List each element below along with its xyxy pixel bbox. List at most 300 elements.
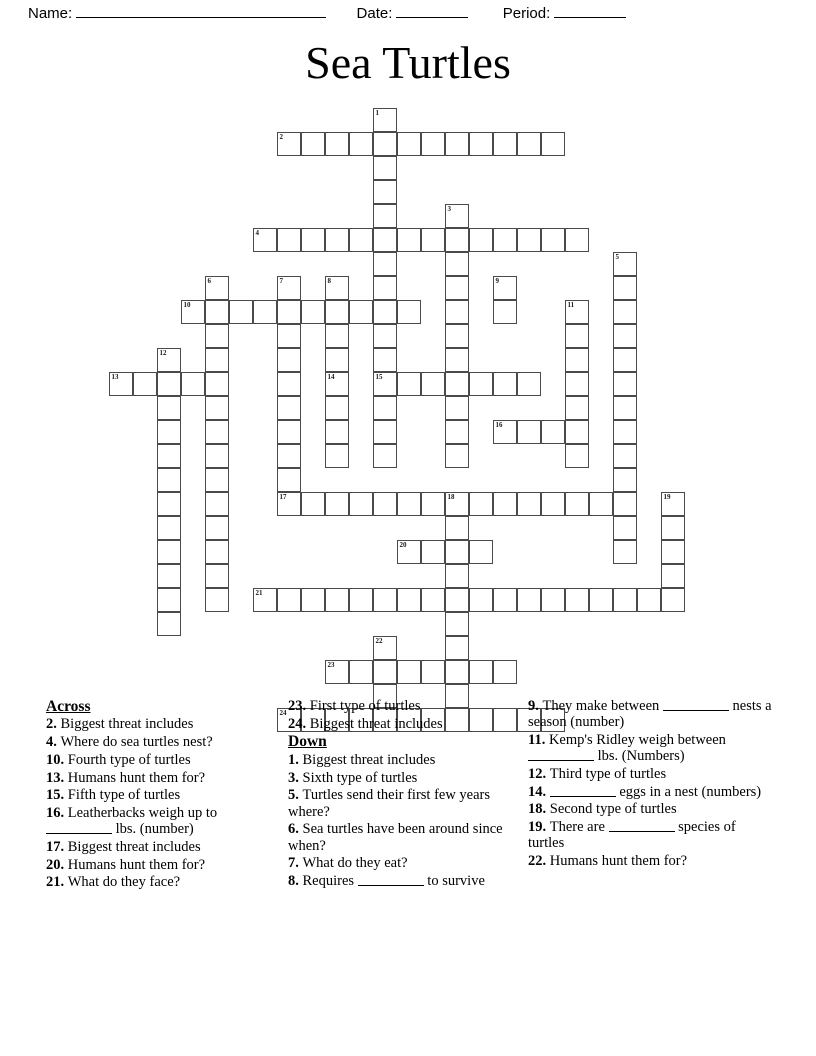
cell-number: 14 bbox=[327, 373, 335, 381]
answer-blank[interactable] bbox=[358, 873, 424, 886]
date-label: Date: bbox=[356, 5, 393, 22]
crossword-cell[interactable] bbox=[373, 348, 397, 372]
crossword-cell[interactable] bbox=[637, 588, 661, 612]
crossword-cell[interactable] bbox=[445, 636, 469, 660]
clue-text: eggs in a nest (numbers) bbox=[615, 783, 762, 800]
crossword-cell[interactable] bbox=[277, 396, 301, 420]
clue-number: 7. bbox=[288, 855, 303, 872]
clue-text: Turtles send their first few years where? bbox=[288, 787, 491, 820]
crossword-cell[interactable] bbox=[325, 324, 349, 348]
crossword-cell[interactable] bbox=[373, 636, 397, 660]
crossword-cell[interactable] bbox=[613, 276, 637, 300]
clues-area bbox=[0, 698, 816, 998]
crossword-cell[interactable] bbox=[565, 492, 589, 516]
crossword-cell[interactable] bbox=[613, 324, 637, 348]
answer-blank[interactable] bbox=[609, 819, 675, 832]
crossword-cell[interactable] bbox=[421, 540, 445, 564]
clue-down-19 bbox=[528, 819, 772, 851]
crossword-cell[interactable] bbox=[373, 276, 397, 300]
crossword-cell[interactable] bbox=[157, 348, 181, 372]
cell-number: 15 bbox=[375, 373, 383, 381]
clue-number: 8. bbox=[288, 872, 303, 889]
clue-text: First type of turtles bbox=[309, 698, 421, 714]
crossword-cell[interactable] bbox=[613, 444, 637, 468]
clue-column-1 bbox=[46, 698, 278, 892]
crossword-cell[interactable] bbox=[445, 204, 469, 228]
crossword-cell[interactable] bbox=[205, 516, 229, 540]
crossword-cell[interactable] bbox=[469, 372, 493, 396]
clue-number: 9. bbox=[528, 698, 543, 714]
crossword-cell[interactable] bbox=[229, 300, 253, 324]
crossword-cell[interactable] bbox=[613, 420, 637, 444]
clue-down-18 bbox=[528, 801, 772, 817]
crossword-cell[interactable] bbox=[205, 492, 229, 516]
clue-down-22 bbox=[528, 853, 772, 869]
crossword-cell[interactable] bbox=[445, 276, 469, 300]
crossword-cell[interactable] bbox=[661, 492, 685, 516]
clue-across-20 bbox=[46, 857, 278, 873]
crossword-cell[interactable] bbox=[373, 588, 397, 612]
crossword-cell[interactable] bbox=[157, 612, 181, 636]
crossword-cell[interactable] bbox=[373, 372, 397, 396]
crossword-cell[interactable] bbox=[469, 132, 493, 156]
crossword-cell[interactable] bbox=[445, 372, 469, 396]
clue-number: 15. bbox=[46, 787, 68, 804]
crossword-cell[interactable] bbox=[277, 588, 301, 612]
crossword-cell[interactable] bbox=[613, 516, 637, 540]
cell-number: 4 bbox=[255, 229, 259, 237]
cell-number: 1 bbox=[375, 109, 379, 117]
crossword-cell[interactable] bbox=[445, 348, 469, 372]
crossword-cell[interactable] bbox=[517, 420, 541, 444]
crossword-cell[interactable] bbox=[205, 468, 229, 492]
down-heading: Down bbox=[288, 733, 327, 751]
cell-number: 13 bbox=[111, 373, 119, 381]
answer-blank[interactable] bbox=[663, 698, 729, 711]
crossword-cell[interactable] bbox=[565, 396, 589, 420]
cell-number: 19 bbox=[663, 493, 671, 501]
clue-down-12 bbox=[528, 766, 772, 782]
answer-blank[interactable] bbox=[550, 784, 616, 797]
crossword-cell[interactable] bbox=[445, 252, 469, 276]
crossword-cell[interactable] bbox=[445, 540, 469, 564]
crossword-cell[interactable] bbox=[397, 372, 421, 396]
clue-number: 14. bbox=[528, 783, 550, 800]
clue-text: lbs. (Numbers) bbox=[594, 748, 685, 765]
clue-number: 16. bbox=[46, 805, 68, 822]
crossword-cell[interactable] bbox=[373, 156, 397, 180]
crossword-cell[interactable] bbox=[493, 372, 517, 396]
clue-number: 12. bbox=[528, 765, 550, 782]
clue-number: 5. bbox=[288, 787, 303, 804]
crossword-cell[interactable] bbox=[613, 492, 637, 516]
clue-number: 17. bbox=[46, 839, 68, 855]
crossword-cell[interactable] bbox=[397, 132, 421, 156]
crossword-cell[interactable] bbox=[325, 396, 349, 420]
crossword-cell[interactable] bbox=[157, 588, 181, 612]
crossword-cell[interactable] bbox=[421, 372, 445, 396]
cell-number: 5 bbox=[615, 253, 619, 261]
crossword-cell[interactable] bbox=[565, 420, 589, 444]
clue-across-24 bbox=[288, 716, 520, 732]
crossword-cell[interactable] bbox=[445, 300, 469, 324]
crossword-cell[interactable] bbox=[589, 492, 613, 516]
page-title: Sea Turtles bbox=[305, 37, 511, 88]
crossword-cell[interactable] bbox=[397, 588, 421, 612]
clue-text: nests a season (number) bbox=[528, 698, 772, 731]
crossword-cell[interactable] bbox=[613, 300, 637, 324]
clue-text: Sea turtles have been around since when? bbox=[288, 821, 503, 854]
cell-number: 24 bbox=[279, 709, 287, 717]
crossword-cell[interactable] bbox=[565, 348, 589, 372]
cell-number: 7 bbox=[279, 277, 283, 285]
crossword-cell[interactable] bbox=[517, 372, 541, 396]
crossword-cell[interactable] bbox=[373, 492, 397, 516]
crossword-cell[interactable] bbox=[493, 660, 517, 684]
crossword-cell[interactable] bbox=[109, 372, 133, 396]
crossword-cell[interactable] bbox=[205, 276, 229, 300]
clue-text: Third type of turtles bbox=[549, 765, 667, 782]
cell-number: 18 bbox=[447, 493, 455, 501]
crossword-cell[interactable] bbox=[661, 588, 685, 612]
clue-across-16 bbox=[46, 805, 278, 837]
crossword-cell[interactable] bbox=[373, 204, 397, 228]
clue-down-6 bbox=[288, 821, 520, 853]
crossword-cell[interactable] bbox=[157, 372, 181, 396]
crossword-cell[interactable] bbox=[613, 468, 637, 492]
crossword-cell[interactable] bbox=[397, 660, 421, 684]
cell-number: 3 bbox=[447, 205, 451, 213]
crossword-cell[interactable] bbox=[613, 372, 637, 396]
clue-text: Fifth type of turtles bbox=[67, 787, 181, 804]
crossword-cell[interactable] bbox=[589, 588, 613, 612]
crossword-cell[interactable] bbox=[205, 444, 229, 468]
crossword-cell[interactable] bbox=[277, 276, 301, 300]
crossword-cell[interactable] bbox=[445, 612, 469, 636]
crossword-cell[interactable] bbox=[325, 372, 349, 396]
crossword-cell[interactable] bbox=[445, 396, 469, 420]
crossword-cell[interactable] bbox=[541, 588, 565, 612]
clue-column-3 bbox=[528, 698, 772, 871]
crossword-cell[interactable] bbox=[325, 276, 349, 300]
clue-text: Second type of turtles bbox=[549, 801, 677, 818]
crossword-cell[interactable] bbox=[325, 492, 349, 516]
crossword-cell[interactable] bbox=[373, 228, 397, 252]
period-label: Period: bbox=[502, 5, 551, 22]
clue-number: 21. bbox=[46, 874, 68, 891]
crossword-cell[interactable] bbox=[157, 564, 181, 588]
crossword-cell[interactable] bbox=[421, 660, 445, 684]
crossword-cell[interactable] bbox=[469, 228, 493, 252]
crossword-cell[interactable] bbox=[277, 372, 301, 396]
crossword-cell[interactable] bbox=[493, 276, 517, 300]
cell-number: 21 bbox=[255, 589, 263, 597]
crossword-cell[interactable] bbox=[373, 420, 397, 444]
crossword-cell[interactable] bbox=[277, 300, 301, 324]
clue-text: Where do sea turtles nest? bbox=[60, 734, 213, 751]
clue-text: Humans hunt them for? bbox=[67, 769, 206, 786]
clue-text: Humans hunt them for? bbox=[67, 856, 206, 873]
crossword-cell[interactable] bbox=[517, 132, 541, 156]
cell-number: 16 bbox=[495, 421, 503, 429]
clue-number: 23. bbox=[288, 698, 310, 714]
crossword-cell[interactable] bbox=[277, 444, 301, 468]
crossword-cell[interactable] bbox=[613, 252, 637, 276]
crossword-cell[interactable] bbox=[373, 108, 397, 132]
answer-blank[interactable] bbox=[46, 821, 112, 834]
crossword-cell[interactable] bbox=[325, 444, 349, 468]
crossword-cell[interactable] bbox=[373, 444, 397, 468]
clue-across-15 bbox=[46, 787, 278, 803]
crossword-cell[interactable] bbox=[493, 588, 517, 612]
crossword-cell[interactable] bbox=[445, 420, 469, 444]
crossword-cell[interactable] bbox=[565, 324, 589, 348]
clue-text: Biggest threat includes bbox=[309, 715, 443, 732]
clue-number: 1. bbox=[288, 751, 303, 768]
crossword-cell[interactable] bbox=[613, 540, 637, 564]
crossword-cell[interactable] bbox=[373, 180, 397, 204]
clue-down-14 bbox=[528, 784, 772, 800]
crossword-cell[interactable] bbox=[517, 492, 541, 516]
clue-text: Biggest threat includes bbox=[302, 751, 436, 768]
crossword-cell[interactable] bbox=[565, 372, 589, 396]
crossword-cell[interactable] bbox=[301, 228, 325, 252]
crossword-cell[interactable] bbox=[541, 420, 565, 444]
crossword-cell[interactable] bbox=[445, 132, 469, 156]
crossword-cell[interactable] bbox=[205, 540, 229, 564]
crossword-cell[interactable] bbox=[373, 300, 397, 324]
clue-across-13 bbox=[46, 770, 278, 786]
crossword-cell[interactable] bbox=[205, 348, 229, 372]
crossword-cell[interactable] bbox=[445, 324, 469, 348]
crossword-cell[interactable] bbox=[277, 132, 301, 156]
crossword-cell[interactable] bbox=[277, 492, 301, 516]
clue-down-9 bbox=[528, 698, 772, 730]
clue-number: 18. bbox=[528, 801, 550, 818]
clue-text: to survive bbox=[423, 872, 485, 889]
crossword-cell[interactable] bbox=[253, 588, 277, 612]
crossword-cell[interactable] bbox=[397, 540, 421, 564]
crossword-cell[interactable] bbox=[397, 492, 421, 516]
crossword-cell[interactable] bbox=[253, 300, 277, 324]
cell-number: 11 bbox=[567, 301, 575, 309]
clue-across-23 bbox=[288, 698, 520, 714]
cell-number: 9 bbox=[495, 277, 499, 285]
crossword-cell[interactable] bbox=[205, 420, 229, 444]
crossword-cell[interactable] bbox=[565, 588, 589, 612]
clue-number: 13. bbox=[46, 769, 68, 786]
clue-number: 11. bbox=[528, 731, 549, 748]
clue-down-8 bbox=[288, 873, 520, 889]
crossword-cell[interactable] bbox=[421, 228, 445, 252]
clue-text: species of turtles bbox=[528, 819, 736, 852]
cell-number: 17 bbox=[279, 493, 287, 501]
clue-number: 3. bbox=[288, 769, 303, 786]
clue-text: They make between bbox=[542, 698, 663, 714]
crossword-cell[interactable] bbox=[277, 228, 301, 252]
clue-text: Humans hunt them for? bbox=[549, 853, 688, 870]
clue-down-11 bbox=[528, 732, 772, 764]
across-heading: Across bbox=[46, 698, 91, 715]
crossword-cell[interactable] bbox=[421, 132, 445, 156]
crossword-cell[interactable] bbox=[181, 372, 205, 396]
crossword-cell[interactable] bbox=[205, 300, 229, 324]
crossword-cell[interactable] bbox=[397, 300, 421, 324]
crossword-cell[interactable] bbox=[445, 228, 469, 252]
crossword-cell[interactable] bbox=[349, 132, 373, 156]
crossword-cell[interactable] bbox=[277, 348, 301, 372]
crossword-cell[interactable] bbox=[205, 588, 229, 612]
crossword-cell[interactable] bbox=[349, 300, 373, 324]
clue-down-5 bbox=[288, 787, 520, 819]
name-label: Name: bbox=[28, 5, 73, 22]
crossword-cell[interactable] bbox=[469, 588, 493, 612]
crossword-cell[interactable] bbox=[349, 588, 373, 612]
crossword-cell[interactable] bbox=[541, 228, 565, 252]
crossword-cell[interactable] bbox=[253, 228, 277, 252]
cell-number: 22 bbox=[375, 637, 383, 645]
crossword-cell[interactable] bbox=[325, 348, 349, 372]
crossword-cell[interactable] bbox=[541, 132, 565, 156]
crossword-cell[interactable] bbox=[661, 564, 685, 588]
clue-number: 2. bbox=[46, 716, 61, 733]
crossword-cell[interactable] bbox=[373, 252, 397, 276]
crossword-cell[interactable] bbox=[469, 492, 493, 516]
clue-across-21 bbox=[46, 874, 278, 890]
clue-down-7 bbox=[288, 855, 520, 871]
crossword-cell[interactable] bbox=[277, 420, 301, 444]
clue-number: 19. bbox=[528, 819, 550, 836]
crossword-cell[interactable] bbox=[349, 660, 373, 684]
crossword-cell[interactable] bbox=[325, 588, 349, 612]
cell-number: 8 bbox=[327, 277, 331, 285]
crossword-cell[interactable] bbox=[517, 228, 541, 252]
clue-text: Sixth type of turtles bbox=[302, 769, 418, 786]
crossword-cell[interactable] bbox=[373, 396, 397, 420]
crossword-cell[interactable] bbox=[469, 540, 493, 564]
crossword-cell[interactable] bbox=[493, 492, 517, 516]
crossword-cell[interactable] bbox=[157, 516, 181, 540]
clue-number: 6. bbox=[288, 821, 303, 838]
crossword-cell[interactable] bbox=[445, 588, 469, 612]
crossword-cell[interactable] bbox=[349, 492, 373, 516]
crossword-cell[interactable] bbox=[493, 132, 517, 156]
crossword-cell[interactable] bbox=[133, 372, 157, 396]
crossword-cell[interactable] bbox=[541, 492, 565, 516]
crossword-cell[interactable] bbox=[565, 444, 589, 468]
crossword-cell[interactable] bbox=[445, 444, 469, 468]
clue-text: What do they eat? bbox=[302, 855, 408, 872]
clue-down-3 bbox=[288, 770, 520, 786]
crossword-cell[interactable] bbox=[493, 228, 517, 252]
clue-text: lbs. (number) bbox=[112, 821, 194, 838]
crossword-cell[interactable] bbox=[445, 660, 469, 684]
crossword-cell[interactable] bbox=[349, 228, 373, 252]
crossword-cell[interactable] bbox=[325, 420, 349, 444]
crossword-cell[interactable] bbox=[469, 660, 493, 684]
crossword-cell[interactable] bbox=[493, 420, 517, 444]
clue-text: What do they face? bbox=[67, 874, 181, 891]
crossword-cell[interactable] bbox=[157, 420, 181, 444]
clue-text: Biggest threat includes bbox=[60, 716, 194, 733]
crossword-cell[interactable] bbox=[421, 492, 445, 516]
crossword-cell[interactable] bbox=[421, 588, 445, 612]
crossword-cell[interactable] bbox=[661, 516, 685, 540]
clue-number: 20. bbox=[46, 856, 68, 873]
clue-text: Fourth type of turtles bbox=[67, 751, 191, 768]
crossword-cell[interactable] bbox=[157, 396, 181, 420]
crossword-cell[interactable] bbox=[301, 588, 325, 612]
crossword-cell[interactable] bbox=[565, 228, 589, 252]
crossword-cell[interactable] bbox=[205, 564, 229, 588]
crossword-cell[interactable] bbox=[205, 324, 229, 348]
crossword-cell[interactable] bbox=[565, 300, 589, 324]
crossword-cell[interactable] bbox=[301, 300, 325, 324]
clue-across-4 bbox=[46, 734, 278, 750]
crossword-cell[interactable] bbox=[157, 444, 181, 468]
crossword-cell[interactable] bbox=[325, 132, 349, 156]
crossword-cell[interactable] bbox=[493, 300, 517, 324]
clue-number: 24. bbox=[288, 715, 310, 732]
crossword-cell[interactable] bbox=[301, 492, 325, 516]
crossword-cell[interactable] bbox=[373, 660, 397, 684]
clue-text: Kemp's Ridley weigh between bbox=[548, 731, 726, 748]
crossword-cell[interactable] bbox=[445, 516, 469, 540]
clue-down-1 bbox=[288, 752, 520, 768]
clue-column-2 bbox=[288, 698, 520, 891]
crossword-cell[interactable] bbox=[373, 132, 397, 156]
clue-number: 22. bbox=[528, 853, 550, 870]
crossword-cell[interactable] bbox=[397, 228, 421, 252]
cell-number: 2 bbox=[279, 133, 283, 141]
crossword-cell[interactable] bbox=[517, 588, 541, 612]
clue-text: Biggest threat includes bbox=[67, 839, 201, 855]
clue-number: 10. bbox=[46, 751, 68, 768]
crossword-cell[interactable] bbox=[157, 468, 181, 492]
cell-number: 23 bbox=[327, 661, 335, 669]
crossword-cell[interactable] bbox=[613, 396, 637, 420]
answer-blank[interactable] bbox=[528, 748, 594, 761]
crossword-cell[interactable] bbox=[277, 468, 301, 492]
crossword-cell[interactable] bbox=[205, 396, 229, 420]
cell-number: 12 bbox=[159, 349, 167, 357]
clue-across-17 bbox=[46, 839, 278, 855]
clue-number: 4. bbox=[46, 734, 61, 751]
clue-text: Requires bbox=[302, 872, 358, 889]
crossword-cell[interactable] bbox=[445, 564, 469, 588]
crossword-cell[interactable] bbox=[445, 492, 469, 516]
crossword-cell[interactable] bbox=[325, 300, 349, 324]
crossword-cell[interactable] bbox=[181, 300, 205, 324]
crossword-cell[interactable] bbox=[613, 588, 637, 612]
crossword-cell[interactable] bbox=[325, 228, 349, 252]
clue-across-10 bbox=[46, 752, 278, 768]
crossword-cell[interactable] bbox=[661, 540, 685, 564]
clue-text: Leatherbacks weigh up to bbox=[67, 805, 218, 822]
crossword-cell[interactable] bbox=[205, 372, 229, 396]
crossword-cell[interactable] bbox=[157, 492, 181, 516]
crossword-cell[interactable] bbox=[301, 132, 325, 156]
clue-across-2 bbox=[46, 716, 278, 732]
clue-text: There are bbox=[549, 819, 609, 836]
cell-number: 6 bbox=[207, 277, 211, 285]
crossword-cell[interactable] bbox=[157, 540, 181, 564]
crossword-cell[interactable] bbox=[325, 660, 349, 684]
crossword-cell[interactable] bbox=[277, 324, 301, 348]
cell-number: 20 bbox=[399, 541, 407, 549]
crossword-cell[interactable] bbox=[613, 348, 637, 372]
crossword-cell[interactable] bbox=[373, 324, 397, 348]
